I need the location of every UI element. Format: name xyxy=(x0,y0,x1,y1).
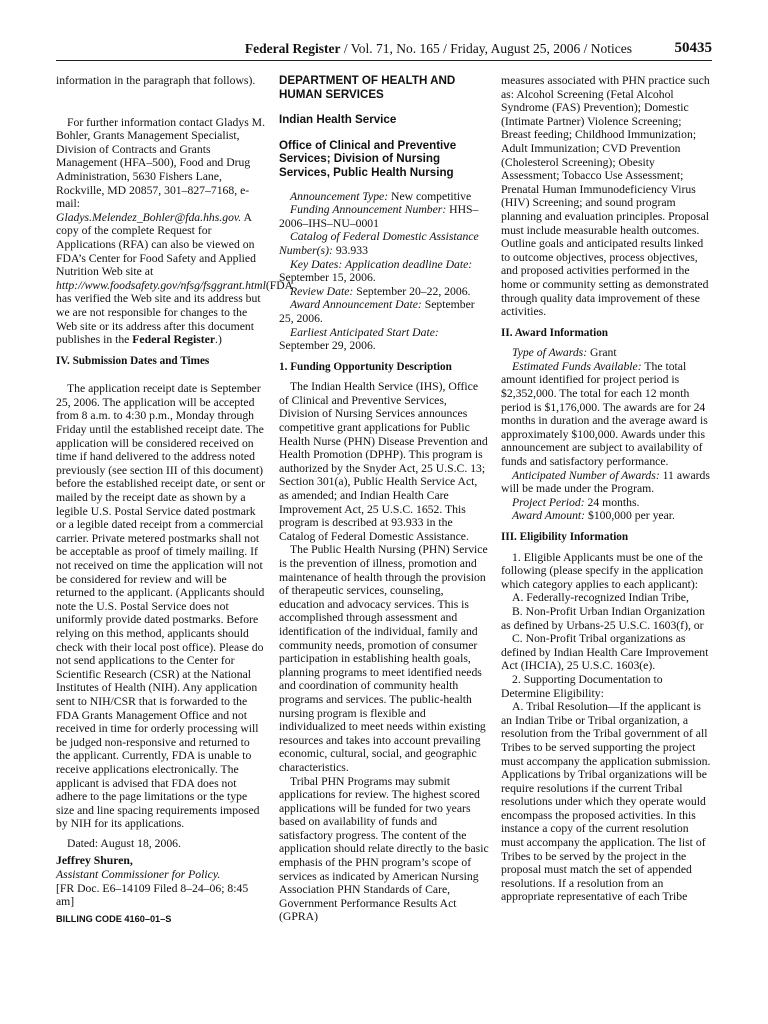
section-heading: II. Award Information xyxy=(501,326,609,339)
award-amount: Award Amount: $100,000 per year. xyxy=(512,509,675,523)
fr-doc-line: [FR Doc. E6–14109 Filed 8–24–06; 8:45 am] xyxy=(56,881,249,909)
email-link[interactable]: Gladys.Melendez_Bohler@fda.hhs.gov. xyxy=(56,210,242,224)
column-2 xyxy=(279,74,489,924)
earliest-start-date: Earliest Anticipated Start Date: September 29, 2006. xyxy=(279,325,439,353)
funding-announcement-number: Funding Announcement Number: HHS–2006–IHS–NU–0001 xyxy=(279,203,479,230)
header-title: Federal Register / Vol. 71, No. 165 / Friday, August 25, 2006 / Notices xyxy=(244,41,632,56)
list-item: A. Federally-recognized Indian Tribe, xyxy=(512,591,689,605)
list-item: B. Non-Profit Urban Indian Organization as defined by Urbans-25 U.S.C. 1603(f), or xyxy=(501,604,705,632)
column-1 xyxy=(56,74,293,926)
signer-name: Jeffrey Shuren, xyxy=(56,854,133,868)
cfda-number: Catalog of Federal Domestic Assistance Number(s): 93.933 xyxy=(279,230,479,257)
project-period: Project Period: 24 months. xyxy=(512,495,640,509)
running-header xyxy=(56,38,712,61)
page-number: 50435 xyxy=(674,40,712,56)
paragraph: Tribal PHN Programs may submit applications for review. The highest scored applications will be funded for two years based on availability of funds and satisfactory progress. The content of the application should relate directly to the basic emphasis of the PHN program’s scope of services as indicated by American Nursing Association PHN Standards of Care, Government Performance Results Act (GPRA) xyxy=(279,774,489,924)
list-item: 1. Eligible Applicants must be one of the following (please specify in the application which category applies to each applicant): xyxy=(501,550,704,591)
paragraph: The application receipt date is September 25, 2006. The application will be accepted from 8 a.m. to 4:30 p.m., Monday through Friday until the established receipt date. The application will be considered received on time if hand delivered to the address noted previously (see section III of this document) before the established receipt date, or sent or mailed by the receipt date as shown by a legible U.S. Postal Service dated postmark or a legible dated receipt from a commercial carrier. Private metered postmarks shall not be acceptable as proof of timely mailing. If not received on time the application will not be considered for review and will be returned to the applicant. (Applicants should note the U.S. Postal Service does not uniformly provide dated postmarks. Before relying on this method, applicants should check with their local post office). Please do not send applications to the Center for Scientific Research (CSR) at the National Institutes of Health (NIH). Any application sent to NIH/CSR that is forwarded to the FDA Grants Management Office and not received in time for orderly processing will be judged non-responsive and returned to the applicant. Currently, FDA is unable to receive applications electronically. The applicant is advised that FDA does not adhere to the page limitations or the type size and line spacing requirements imposed by NIH for its applications. xyxy=(56,382,265,831)
signer-title: Assistant Commissioner for Policy. xyxy=(56,868,221,882)
section-heading: III. Eligibility Information xyxy=(501,531,629,543)
section-heading: IV. Submission Dates and Times xyxy=(56,354,210,367)
section-heading: 1. Funding Opportunity Description xyxy=(279,360,452,373)
key-dates: Key Dates: Application deadline Date: September 15, 2006. xyxy=(279,257,473,285)
award-announcement-date: Award Announcement Date: September 25, 2006. xyxy=(279,298,475,325)
paragraph: measures associated with PHN practice such as: Alcohol Screening (Fetal Alcohol Syndrome (FAS) Prevention); Domestic (Intimate Partner) Violence Screening; Breast feeding; Childhood Immunization; Adult Immunization; CVD Prevention (Cholesterol Screening); Obesity Assessment; Tobacco Use Assessment; Prenatal Human Immunodeficiency Virus (HIV) Screening; and sound program planning and evaluation principles. Proposal must include measurable health outcomes. Outline goals and anticipated results linked to outcome objectives, process objectives, and proposed activities performed in the home or community setting as demonstrated through quality data improvement of these activities. xyxy=(501,74,710,319)
web-link[interactable]: http://www.foodsafety.gov/nfsg/fsggrant.html xyxy=(56,278,266,292)
list-item: 2. Supporting Documentation to Determine Eligibility: xyxy=(501,672,663,700)
announcement-type: Announcement Type: New competitive xyxy=(290,189,472,203)
agency-heading: DEPARTMENT OF HEALTH AND HUMAN SERVICES xyxy=(279,74,456,101)
sub-agency-heading: Indian Health Service xyxy=(279,113,397,127)
paragraph: The Indian Health Service (IHS), Office of Clinical and Preventive Services, Division of Nursing Services announces competitive grant applications for Public Health Nurse (PHN) Disease Prevention and Health Promotion (DPHP). This program is authorized by the Snyder Act, 25 U.S.C. 13; Section 301(a), Public Health Service Act, as amended; and Indian Health Care Improvement Act, 25 U.S.C. 1652. This program is described at 93.933 in the Catalog of Federal Domestic Assistance. xyxy=(279,380,488,543)
dated-line: Dated: August 18, 2006. xyxy=(67,836,181,850)
paragraph: The Public Health Nursing (PHN) Service is the prevention of illness, promotion and maintenance of health through the provision of therapeutic services, counseling, education and advocacy services. This is accomplished through assessment and identification of the individual, family and community needs, promotion of consumer participation in establishing health goals, planning programs to meet identified needs and coordination of community health programs and services. The public-health nursing program is flexible and individualized to meet needs within existing resources and takes into account prevailing economic, cultural, social, and geographic characteristics. xyxy=(279,543,488,774)
type-of-awards: Type of Awards: Grant xyxy=(512,346,617,360)
list-item: C. Non-Profit Tribal organizations as defined by Indian Health Care Improvement Act (IHCIA), 25 U.S.C. 1603(e). xyxy=(501,632,709,673)
paragraph: information in the paragraph that follows). xyxy=(56,74,256,87)
list-item: A. Tribal Resolution—If the applicant is an Indian Tribe or Tribal organization, a resolution from the Tribal government of all Tribes to be served supporting the project must accompany the application submission. Applications by Tribal organizations will be require resolutions if the current Tribal resolutions under which they operate would encompass the proposed activities. In this instance a copy of the current resolution must accompany the application. The list of Tribes to be served by the project in the proposal must match the set of appended resolutions. If a resolution from an appropriate representative of each Tribe xyxy=(501,700,711,904)
estimated-funds: Estimated Funds Available: The total amount identified for project period is $2,352,000. The total for each 12 month period is $1,176,000. The awards are for 24 months in duration and the average award is approximately $100,000. Awards under this announcement are subject to availability of funds and satisfactory performance. xyxy=(501,359,708,469)
column-3 xyxy=(501,74,712,904)
contact-paragraph: For further information contact Gladys M. Bohler, Grants Management Specialist, Division of Contracts and Grants Management (HFA–500), Food and Drug Administration, 5630 Fishers Lane, Rockville, MD 20857, 301–827–7168, e-mail: Gladys.Melendez_Bohler@fda.hhs.gov. A copy of the complete Request for Applications (RFA) can also be viewed on FDA’s Center for Food Safety and Applied Nutrition Web site at http://www.foodsafety.gov/nfsg/fsggrant.html(FDA has verified the Web site and its address but we are not responsible for changes to the Web site or its address after this document publishes in the Federal Register.) xyxy=(56,115,293,347)
anticipated-number-of-awards: Anticipated Number of Awards: 11 awards will be made under the Program. xyxy=(501,468,710,496)
office-heading: Office of Clinical and Preventive Services; Division of Nursing Services, Public Health Nursing xyxy=(279,138,457,179)
billing-code: BILLING CODE 4160–01–S xyxy=(56,913,172,924)
review-date: Review Date: September 20–22, 2006. xyxy=(290,284,471,298)
